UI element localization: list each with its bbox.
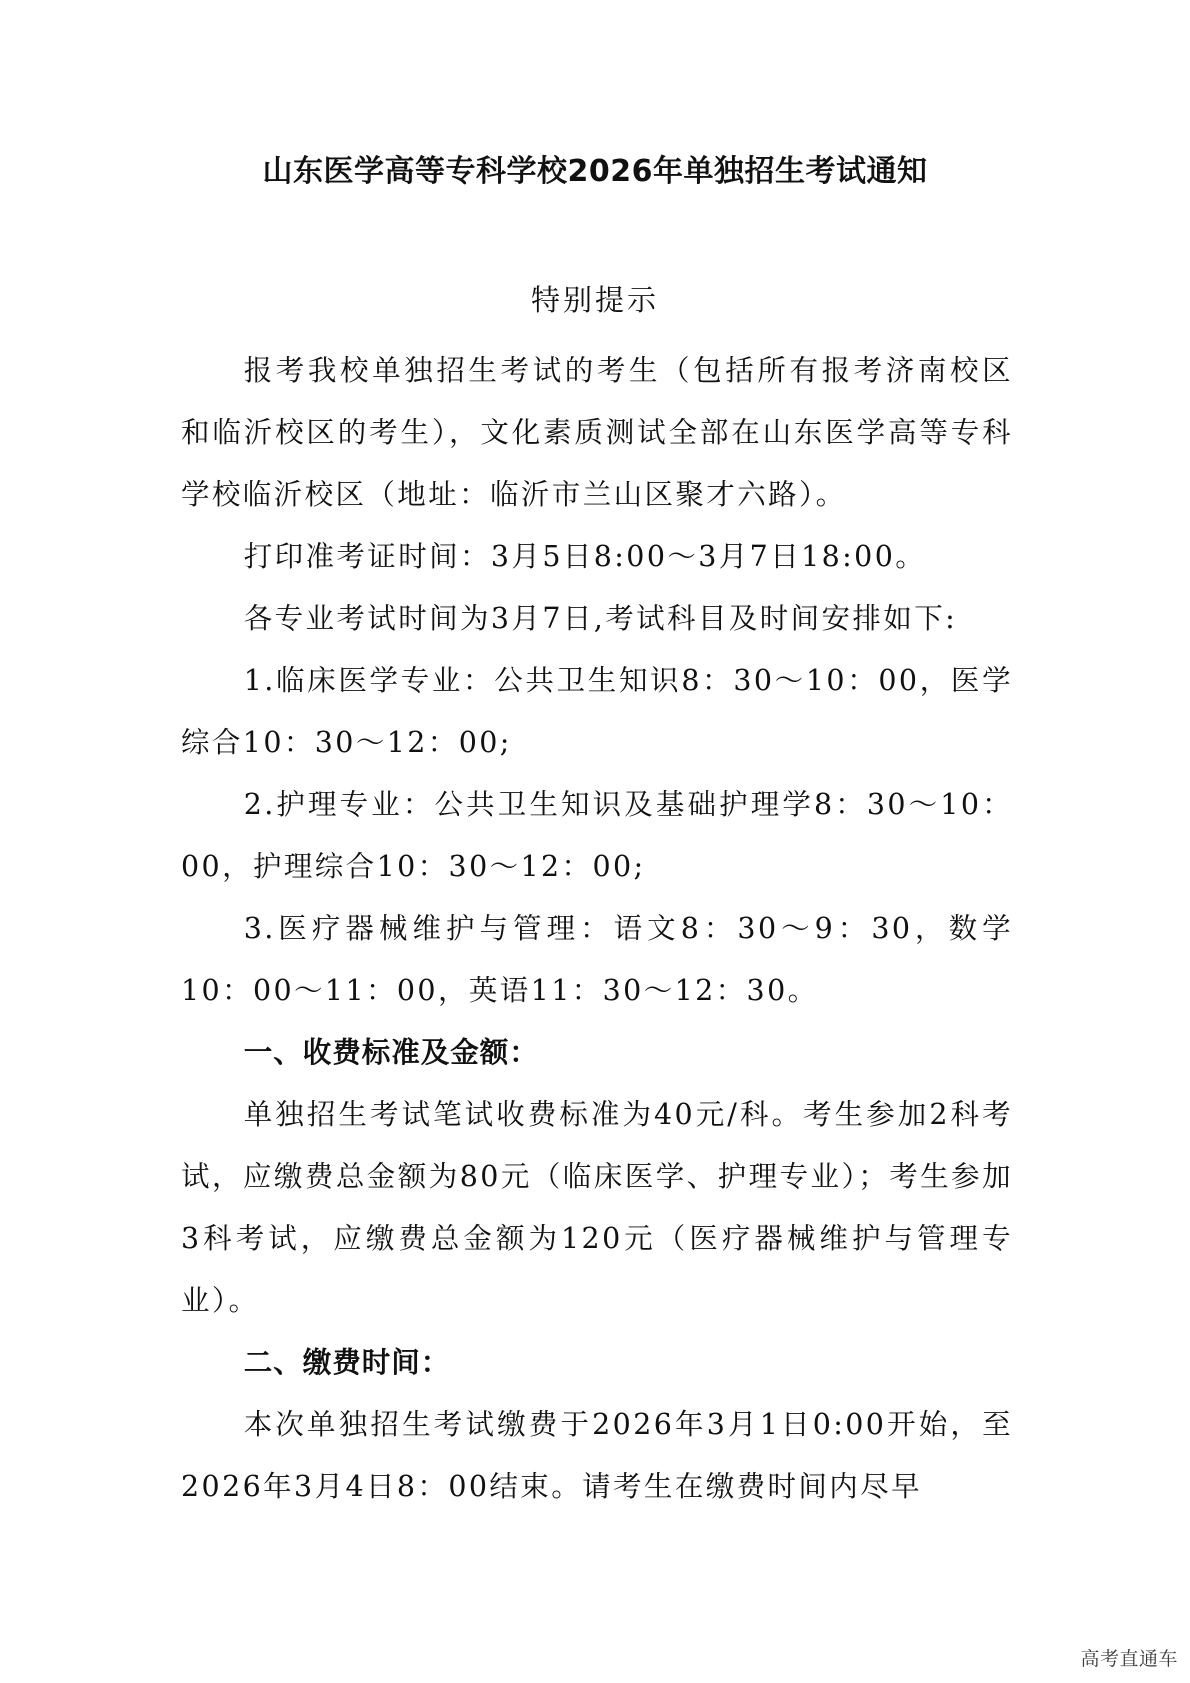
document-title: 山东医学高等专科学校2026年单独招生考试通知	[262, 154, 928, 189]
paragraph-exam-location: 报考我校单独招生考试的考生（包括所有报考济南校区和临沂校区的考生），文化素质测试全部在山东医学高等专科学校临沂校区（地址：临沂市兰山区聚才六路）。	[181, 354, 1013, 511]
paragraph-nursing-schedule: 2.护理专业：公共卫生知识及基础护理学8：30～10：00，护理综合10：30～12：00;	[181, 788, 1013, 883]
paragraph-fee-standard: 单独招生考试笔试收费标准为40元/科。考生参加2科考试，应缴费总金额为80元（临床医学、护理专业）；考生参加3科考试，应缴费总金额为120元（医疗器械维护与管理专业）。	[181, 1098, 1013, 1317]
source-watermark: 高考直通车	[1080, 1648, 1178, 1670]
section-payment-time-heading: 二、缴费时间：	[243, 1346, 451, 1379]
paragraph-medical-device-schedule: 3.医疗器械维护与管理：语文8：30～9：30，数学10：00～11：00，英语11：30～12：30。	[181, 912, 1013, 1007]
section-fee-heading: 一、收费标准及金额：	[243, 1036, 539, 1069]
special-notice-heading: 特别提示	[530, 283, 659, 317]
document-body	[181, 340, 1013, 1518]
paragraph-clinical-medicine-schedule: 1.临床医学专业：公共卫生知识8：30～10：00，医学综合10：30～12：00;	[181, 664, 1013, 759]
paragraph-admission-ticket-time: 打印准考证时间：3月5日8:00～3月7日18:00。	[243, 540, 927, 573]
paragraph-payment-time: 本次单独招生考试缴费于2026年3月1日0:00开始，至2026年3月4日8：00结束。请考生在缴费时间内尽早	[181, 1408, 1013, 1503]
paragraph-exam-date: 各专业考试时间为3月7日,考试科目及时间安排如下:	[243, 602, 958, 635]
